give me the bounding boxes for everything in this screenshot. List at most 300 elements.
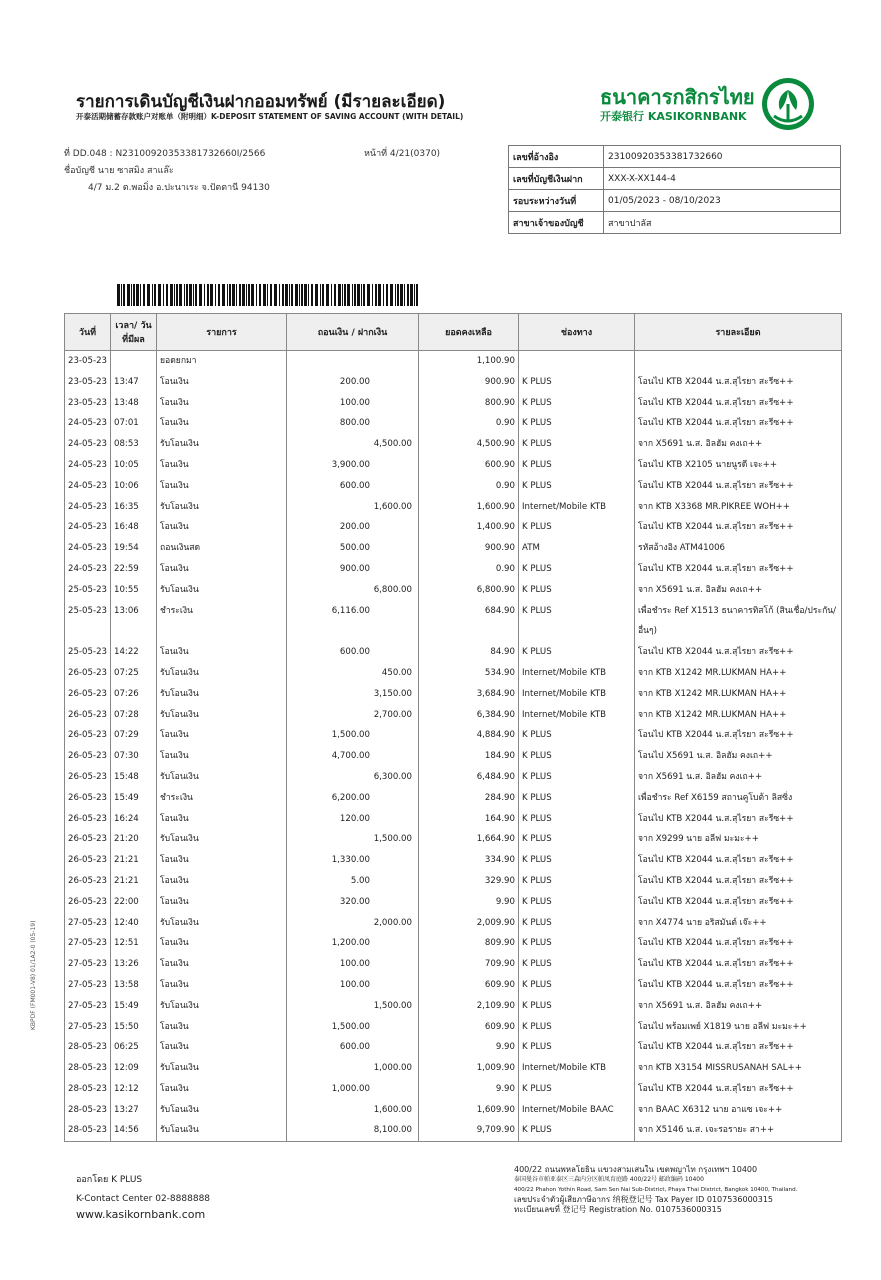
bank-website: www.kasikornbank.com: [76, 1208, 206, 1221]
barcode-bar: [229, 284, 231, 306]
barcode: [117, 284, 420, 306]
header-item: รายการ: [157, 314, 287, 351]
cell-item: ถอนเงินสด: [157, 538, 287, 559]
cell-detail: โอนไป KTB X2044 น.ส.สุไรยา สะรีซ++: [635, 892, 842, 913]
registration-no: ทะเบียนเลขที่ 登记号 Registration No. 0107536000315: [514, 1205, 722, 1214]
barcode-bar: [383, 284, 384, 306]
cell-amount: [287, 580, 419, 601]
cell-balance: 609.90: [419, 1017, 519, 1038]
table-row: [65, 1100, 842, 1121]
cell-time: 22:00: [111, 892, 157, 913]
address-thai: 400/22 ถนนพหลโยธิน แขวงสามเสนใน เขตพญาไท กรุงเทพฯ 10400: [514, 1165, 758, 1174]
cell-balance: 1,009.90: [419, 1058, 519, 1079]
barcode-bar: [117, 284, 120, 306]
deposit-amount: 450.00: [381, 667, 412, 678]
cell-item: รับโอนเงิน: [157, 1100, 287, 1121]
table-row: [65, 1017, 842, 1038]
cell-detail: โอนไป X5691 น.ส. อิลฮัม คงเถ++: [635, 746, 842, 767]
cell-item: รับโอนเงิน: [157, 497, 287, 518]
cell-item: ยอดยกมา: [157, 351, 287, 372]
cell-time: 15:49: [111, 996, 157, 1017]
cell-balance: 0.90: [419, 413, 519, 434]
barcode-bar: [308, 284, 309, 306]
cell-time: 15:48: [111, 767, 157, 788]
barcode-bar: [331, 284, 332, 306]
table-row: [65, 1079, 842, 1100]
cell-channel: K PLUS: [519, 809, 635, 830]
cell-date: 23-05-23: [65, 393, 111, 414]
cell-balance: 184.90: [419, 746, 519, 767]
cell-date: 26-05-23: [65, 746, 111, 767]
form-code: KBPDF (FM001-V8) 01/1A2-0 (05-19): [30, 920, 37, 1030]
cell-time: 07:30: [111, 746, 157, 767]
header-channel: ช่องทาง: [519, 314, 635, 351]
deposit-amount: 2,700.00: [373, 709, 412, 720]
cell-amount: [287, 850, 419, 871]
cell-balance: 9,709.90: [419, 1120, 519, 1141]
cell-date: 26-05-23: [65, 850, 111, 871]
cell-amount: [287, 1037, 419, 1058]
barcode-bar: [174, 284, 175, 306]
barcode-bar: [361, 284, 362, 306]
barcode-bar: [199, 284, 202, 306]
cell-amount: [287, 351, 419, 372]
cell-detail: เพื่อชำระ Ref X6159 สถานคูโบต้า ลิสซิ่ง: [635, 788, 842, 809]
table-row: [65, 788, 842, 809]
barcode-bar: [210, 284, 213, 306]
cell-date: 28-05-23: [65, 1079, 111, 1100]
withdrawal-amount: 900.00: [339, 563, 370, 574]
withdrawal-amount: 120.00: [339, 813, 370, 824]
cell-date: 26-05-23: [65, 892, 111, 913]
table-row: [65, 559, 842, 580]
account-no-value: XXX-X-XX144-4: [604, 168, 841, 190]
barcode-bar: [143, 284, 145, 306]
cell-detail: จาก X5691 น.ส. อิลฮัม คงเถ++: [635, 434, 842, 455]
table-row: [65, 393, 842, 414]
cell-time: 12:12: [111, 1079, 157, 1100]
cell-amount: [287, 1058, 419, 1079]
cell-detail: โอนไป KTB X2044 น.ส.สุไรยา สะรีซ++: [635, 850, 842, 871]
cell-date: 23-05-23: [65, 372, 111, 393]
cell-date: 28-05-23: [65, 1037, 111, 1058]
cell-date: 28-05-23: [65, 1120, 111, 1141]
cell-item: โอนเงิน: [157, 642, 287, 663]
table-row: [65, 809, 842, 830]
deposit-amount: 1,500.00: [373, 1000, 412, 1011]
cell-balance: 809.90: [419, 933, 519, 954]
barcode-bar: [127, 284, 130, 306]
table-row: [65, 850, 842, 871]
cell-item: รับโอนเงิน: [157, 705, 287, 726]
table-row: [65, 497, 842, 518]
table-row: [65, 933, 842, 954]
cell-channel: K PLUS: [519, 746, 635, 767]
cell-date: 24-05-23: [65, 559, 111, 580]
table-row: [65, 517, 842, 538]
barcode-bar: [227, 284, 228, 306]
cell-amount: [287, 642, 419, 663]
barcode-bar: [123, 284, 125, 306]
cell-time: 08:53: [111, 434, 157, 455]
cell-amount: [287, 434, 419, 455]
cell-channel: K PLUS: [519, 580, 635, 601]
cell-channel: K PLUS: [519, 725, 635, 746]
barcode-bar: [282, 284, 284, 306]
header-date: วันที่: [65, 314, 111, 351]
barcode-bar: [236, 284, 237, 306]
cell-amount: [287, 663, 419, 684]
cell-channel: Internet/Mobile KTB: [519, 705, 635, 726]
address-en: 400/22 Phahon Yothin Road, Sam Sen Nai Sub-District, Phaya Thai District, Bangkok 10400, Thailand.: [514, 1187, 798, 1193]
cell-detail: โอนไป KTB X2044 น.ส.สุไรยา สะรีซ++: [635, 975, 842, 996]
deposit-amount: 1,600.00: [373, 501, 412, 512]
header-balance: ยอดคงเหลือ: [419, 314, 519, 351]
barcode-bar: [189, 284, 192, 306]
barcode-bar: [251, 284, 254, 306]
cell-balance: 1,609.90: [419, 1100, 519, 1121]
cell-detail: จาก X5146 น.ส. เจะรอรายะ สา++: [635, 1120, 842, 1141]
cell-detail: เพื่อชำระ Ref X1513 ธนาคารทิสโก้ (สินเชื่อ/ประกัน/อื่นๆ): [635, 601, 842, 643]
cell-time: 13:47: [111, 372, 157, 393]
deposit-amount: 6,300.00: [373, 771, 412, 782]
cell-detail: โอนไป KTB X2044 น.ส.สุไรยา สะรีซ++: [635, 372, 842, 393]
barcode-bar: [285, 284, 288, 306]
barcode-bar: [158, 284, 161, 306]
barcode-bar: [367, 284, 370, 306]
customer-address: 4/7 ม.2 ต.พอมิ่ง อ.ปะนาเระ จ.ปัตตานี 94130: [88, 183, 270, 193]
cell-time: 06:25: [111, 1037, 157, 1058]
deposit-amount: 1,500.00: [373, 834, 412, 845]
table-row: [65, 767, 842, 788]
withdrawal-amount: 200.00: [339, 376, 370, 387]
table-row: [65, 434, 842, 455]
cell-date: 24-05-23: [65, 413, 111, 434]
cell-amount: [287, 975, 419, 996]
transactions-body: [65, 351, 842, 1142]
cell-channel: K PLUS: [519, 954, 635, 975]
barcode-bar: [295, 284, 298, 306]
deposit-amount: 1,000.00: [373, 1063, 412, 1074]
cell-detail: จาก KTB X1242 MR.LUKMAN HA++: [635, 705, 842, 726]
cell-amount: [287, 1017, 419, 1038]
barcode-bar: [195, 284, 197, 306]
cell-time: 16:24: [111, 809, 157, 830]
table-row: [65, 746, 842, 767]
barcode-bar: [131, 284, 132, 306]
barcode-bar: [154, 284, 156, 306]
cell-channel: K PLUS: [519, 1120, 635, 1141]
cell-detail: โอนไป KTB X2105 นายนูรดี เจะ++: [635, 455, 842, 476]
cell-channel: K PLUS: [519, 1017, 635, 1038]
account-name: ชื่อบัญชี นาย ซาสมิง สาแล๊ะ: [64, 166, 174, 176]
cell-detail: จาก X5691 น.ส. อิลฮัม คงเถ++: [635, 767, 842, 788]
cell-time: 10:55: [111, 580, 157, 601]
cell-channel: Internet/Mobile KTB: [519, 1058, 635, 1079]
cell-detail: โอนไป KTB X2044 น.ส.สุไรยา สะรีซ++: [635, 642, 842, 663]
cell-balance: 3,684.90: [419, 684, 519, 705]
withdrawal-amount: 1,500.00: [331, 1021, 370, 1032]
table-row: [65, 913, 842, 934]
withdrawal-amount: 320.00: [339, 896, 370, 907]
barcode-bar: [390, 284, 393, 306]
cell-balance: 84.90: [419, 642, 519, 663]
table-row: [65, 372, 842, 393]
cell-balance: 1,100.90: [419, 351, 519, 372]
cell-amount: [287, 788, 419, 809]
barcode-bar: [410, 284, 413, 306]
cell-channel: K PLUS: [519, 601, 635, 643]
cell-time: 12:09: [111, 1058, 157, 1079]
cell-time: 07:29: [111, 725, 157, 746]
cell-amount: [287, 1079, 419, 1100]
cell-time: 07:25: [111, 663, 157, 684]
cell-time: 13:06: [111, 601, 157, 643]
barcode-bar: [404, 284, 405, 306]
cell-item: รับโอนเงิน: [157, 913, 287, 934]
barcode-bar: [354, 284, 356, 306]
cell-channel: K PLUS: [519, 393, 635, 414]
cell-detail: จาก X5691 น.ส. อิลฮัม คงเถ++: [635, 580, 842, 601]
deposit-amount: 6,800.00: [373, 584, 412, 595]
cell-date: 24-05-23: [65, 434, 111, 455]
withdrawal-amount: 100.00: [339, 959, 370, 970]
cell-channel: K PLUS: [519, 559, 635, 580]
ref-value: 23100920353381732660: [604, 146, 841, 168]
barcode-bar: [136, 284, 139, 306]
barcode-bar: [256, 284, 257, 306]
cell-date: 23-05-23: [65, 351, 111, 372]
cell-detail: โอนไป KTB X2044 น.ส.สุไรยา สะรีซ++: [635, 871, 842, 892]
barcode-bar: [344, 284, 346, 306]
barcode-bar: [407, 284, 409, 306]
header-detail: รายละเอียด: [635, 314, 842, 351]
cell-item: รับโอนเงิน: [157, 684, 287, 705]
cell-date: 26-05-23: [65, 829, 111, 850]
branch-label: สาขาเจ้าของบัญชี: [509, 212, 604, 234]
barcode-bar: [121, 284, 122, 306]
branch-value: สาขาปาลัส: [604, 212, 841, 234]
cell-date: 26-05-23: [65, 788, 111, 809]
cell-channel: K PLUS: [519, 1079, 635, 1100]
cell-amount: [287, 601, 419, 643]
cell-balance: 6,800.90: [419, 580, 519, 601]
cell-time: 14:22: [111, 642, 157, 663]
cell-date: 25-05-23: [65, 642, 111, 663]
cell-channel: K PLUS: [519, 372, 635, 393]
cell-date: 25-05-23: [65, 580, 111, 601]
cell-item: โอนเงิน: [157, 892, 287, 913]
barcode-bar: [304, 284, 307, 306]
barcode-bar: [326, 284, 329, 306]
cell-item: โอนเงิน: [157, 1079, 287, 1100]
cell-detail: โอนไป KTB X2044 น.ส.สุไรยา สะรีซ++: [635, 1037, 842, 1058]
cell-time: 14:56: [111, 1120, 157, 1141]
cell-channel: Internet/Mobile BAAC: [519, 1100, 635, 1121]
withdrawal-amount: 6,116.00: [331, 605, 370, 616]
cell-balance: 2,009.90: [419, 913, 519, 934]
cell-balance: 684.90: [419, 601, 519, 643]
barcode-bar: [133, 284, 135, 306]
barcode-bar: [397, 284, 399, 306]
cell-item: โอนเงิน: [157, 559, 287, 580]
barcode-bar: [239, 284, 241, 306]
header-amount: ถอนเงิน / ฝากเงิน: [287, 314, 419, 351]
barcode-bar: [320, 284, 321, 306]
cell-balance: 534.90: [419, 663, 519, 684]
cell-channel: K PLUS: [519, 933, 635, 954]
table-header-row: [65, 314, 842, 351]
barcode-bar: [193, 284, 194, 306]
cell-time: 07:01: [111, 413, 157, 434]
cell-item: โอนเงิน: [157, 850, 287, 871]
period-value: 01/05/2023 - 08/10/2023: [604, 190, 841, 212]
table-row: [65, 954, 842, 975]
cell-time: 07:26: [111, 684, 157, 705]
barcode-bar: [186, 284, 188, 306]
cell-detail: จาก KTB X1242 MR.LUKMAN HA++: [635, 684, 842, 705]
cell-channel: K PLUS: [519, 455, 635, 476]
cell-channel: K PLUS: [519, 975, 635, 996]
cell-date: 27-05-23: [65, 954, 111, 975]
cell-amount: [287, 455, 419, 476]
cell-channel: K PLUS: [519, 871, 635, 892]
cell-date: 26-05-23: [65, 871, 111, 892]
cell-item: รับโอนเงิน: [157, 434, 287, 455]
cell-date: 24-05-23: [65, 517, 111, 538]
cell-amount: [287, 933, 419, 954]
cell-detail: จาก X4774 นาย อริสมันต์ เจ๊ะ++: [635, 913, 842, 934]
cell-amount: [287, 497, 419, 518]
cell-detail: โอนไป KTB X2044 น.ส.สุไรยา สะรีซ++: [635, 933, 842, 954]
cell-detail: โอนไป KTB X2044 น.ส.สุไรยา สะรีซ++: [635, 1079, 842, 1100]
table-row: [65, 642, 842, 663]
table-row: [65, 892, 842, 913]
cell-balance: 4,884.90: [419, 725, 519, 746]
cell-item: โอนเงิน: [157, 933, 287, 954]
table-row: [65, 538, 842, 559]
barcode-bar: [222, 284, 225, 306]
barcode-bar: [152, 284, 153, 306]
barcode-bar: [147, 284, 150, 306]
table-row: [65, 975, 842, 996]
barcode-bar: [259, 284, 261, 306]
withdrawal-amount: 800.00: [339, 418, 370, 429]
cell-detail: โอนไป พร้อมเพย์ X1819 นาย อลีฟ มะมะ++: [635, 1017, 842, 1038]
cell-balance: 2,109.90: [419, 996, 519, 1017]
barcode-bar: [299, 284, 300, 306]
cell-date: 26-05-23: [65, 725, 111, 746]
cell-balance: 1,664.90: [419, 829, 519, 850]
barcode-bar: [400, 284, 403, 306]
cell-amount: [287, 767, 419, 788]
table-row: [65, 725, 842, 746]
cell-time: 13:27: [111, 1100, 157, 1121]
cell-balance: 900.90: [419, 538, 519, 559]
cell-amount: [287, 517, 419, 538]
withdrawal-amount: 600.00: [339, 480, 370, 491]
deposit-amount: 1,600.00: [373, 1104, 412, 1115]
cell-item: โอนเงิน: [157, 725, 287, 746]
cell-time: 13:26: [111, 954, 157, 975]
document-number: ที่ DD.048 : N23100920353381732660I/2566: [64, 149, 266, 159]
barcode-bar: [386, 284, 388, 306]
withdrawal-amount: 1,500.00: [331, 730, 370, 741]
cell-channel: K PLUS: [519, 517, 635, 538]
barcode-bar: [311, 284, 313, 306]
barcode-bar: [279, 284, 280, 306]
cell-time: 16:35: [111, 497, 157, 518]
cell-channel: K PLUS: [519, 913, 635, 934]
cell-item: โอนเงิน: [157, 1017, 287, 1038]
cell-date: 28-05-23: [65, 1100, 111, 1121]
cell-detail: จาก X5691 น.ส. อิลฮัม คงเถ++: [635, 996, 842, 1017]
cell-amount: [287, 725, 419, 746]
table-row: [65, 829, 842, 850]
cell-item: โอนเงิน: [157, 954, 287, 975]
cell-date: 24-05-23: [65, 538, 111, 559]
cell-date: 26-05-23: [65, 809, 111, 830]
cell-channel: K PLUS: [519, 996, 635, 1017]
cell-date: 28-05-23: [65, 1058, 111, 1079]
barcode-bar: [270, 284, 272, 306]
cell-amount: [287, 829, 419, 850]
cell-balance: 334.90: [419, 850, 519, 871]
cell-item: โอนเงิน: [157, 975, 287, 996]
cell-detail: [635, 351, 842, 372]
cell-date: 25-05-23: [65, 601, 111, 643]
barcode-bar: [315, 284, 318, 306]
cell-time: 21:21: [111, 850, 157, 871]
account-no-label: เลขที่บัญชีเงินฝาก: [509, 168, 604, 190]
cell-detail: โอนไป KTB X2044 น.ส.สุไรยา สะรีซ++: [635, 517, 842, 538]
cell-amount: [287, 809, 419, 830]
cell-time: 15:50: [111, 1017, 157, 1038]
barcode-bar: [184, 284, 185, 306]
barcode-bar: [334, 284, 336, 306]
barcode-bar: [170, 284, 173, 306]
cell-balance: 900.90: [419, 372, 519, 393]
cell-detail: โอนไป KTB X2044 น.ส.สุไรยา สะรีซ++: [635, 413, 842, 434]
cell-item: โอนเงิน: [157, 413, 287, 434]
ref-label: เลขที่อ้างอิง: [509, 146, 604, 168]
cell-detail: โอนไป KTB X2044 น.ส.สุไรยา สะรีซ++: [635, 393, 842, 414]
barcode-bar: [395, 284, 396, 306]
cell-item: รับโอนเงิน: [157, 580, 287, 601]
cell-balance: 1,400.90: [419, 517, 519, 538]
table-row: [65, 413, 842, 434]
barcode-bar: [352, 284, 353, 306]
cell-balance: 6,384.90: [419, 705, 519, 726]
barcode-bar: [375, 284, 377, 306]
cell-time: 21:21: [111, 871, 157, 892]
barcode-bar: [338, 284, 341, 306]
cell-amount: [287, 871, 419, 892]
cell-item: รับโอนเงิน: [157, 663, 287, 684]
cell-channel: K PLUS: [519, 476, 635, 497]
table-row: [65, 455, 842, 476]
cell-date: 26-05-23: [65, 767, 111, 788]
withdrawal-amount: 5.00: [350, 875, 370, 886]
cell-item: โอนเงิน: [157, 517, 287, 538]
withdrawal-amount: 6,200.00: [331, 792, 370, 803]
cell-date: 27-05-23: [65, 1017, 111, 1038]
cell-balance: 1,600.90: [419, 497, 519, 518]
cell-amount: [287, 892, 419, 913]
table-row: [65, 684, 842, 705]
cell-date: 27-05-23: [65, 913, 111, 934]
cell-balance: 709.90: [419, 954, 519, 975]
